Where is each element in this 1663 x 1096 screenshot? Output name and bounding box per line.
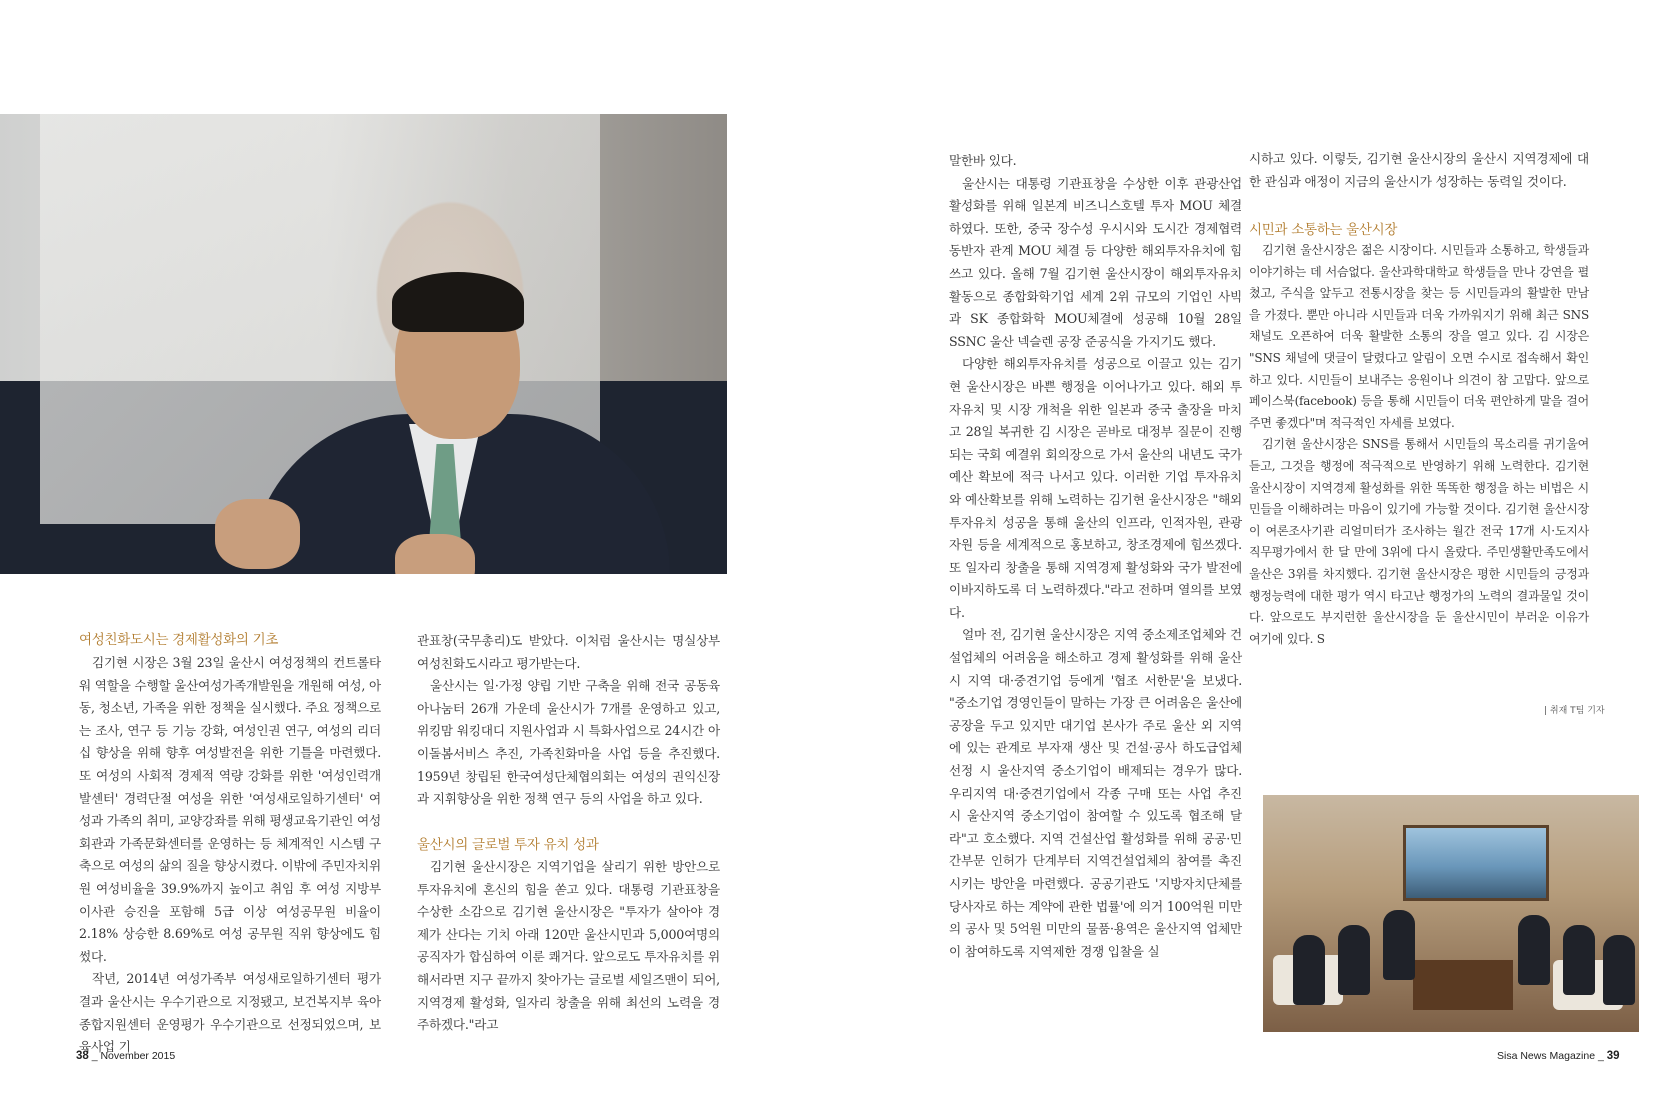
page-number: 39	[1606, 1050, 1620, 1062]
article-column-1	[79, 652, 381, 1059]
issue-date: _ November 2015	[91, 1050, 176, 1062]
person-figure	[1383, 910, 1415, 980]
article-column-2-top	[417, 630, 720, 811]
paragraph: 김기현 시장은 3월 23일 울산시 여성정책의 컨트롤타워 역할을 수행할 울산여성가족개발원을 개원해 여성, 아동, 청소년, 가족을 위한 정책을 실시했다. 주요 정책으로는 조사, 연구 등 기능 강화, 여성인권 연구, 여성의 리더십 향상을 위해 향후 여성발전을 위한 기틀을 마련했다. 또 여성의 사회적 경제적 역량 강화를 위한 '여성인력개발센터' 경력단절 여성을 위한 '여성새로일하기센터' 여성과 가족의 취미, 교양강좌를 위해 평생교육기관인 여성회관과 가족문화센터를 운영하는 등 체계적인 시스템 구축으로 여성의 삶의 질을 향상시켰다. 이밖에 주민자치위원 여성비율을 39.9%까지 높이고 취임 후 여성 지방부이사관 승진을 포함해 5급 이상 여성공무원 비율이 2.18% 상승한 8.69%로 여성 공무원 직위 향상에도 힘썼다.	[79, 655, 381, 964]
paragraph: 다양한 해외투자유치를 성공으로 이끌고 있는 김기현 울산시장은 바쁜 행정을 이어나가고 있다. 해외 투자유치 및 시장 개척을 위한 일본과 중국 출장을 마치고 28일 복귀한 김 시장은 곧바로 대정부 질문이 진행되는 국회 예결위 회의장으로 가서 울산의 내년도 국가예산 확보에 적극 나서고 있다. 이러한 기업 투자유치와 예산확보를 위해 노력하는 김기현 울산시장은 "해외투자유치 성공을 통해 울산의 인프라, 인적자원, 관광자원 등을 세계적으로 홍보하고, 창조경제에 힘쓰겠다. 또 일자리 창출을 통해 지역경제 활성화와 국가 발전에 이바지하도록 더 노력하겠다."라고 전하며 열의를 보였다.	[949, 356, 1242, 620]
paragraph: 울산시는 대통령 기관표창을 수상한 이후 관광산업 활성화를 위해 일본계 비즈니스호텔 투자 MOU 체결하였다. 또한, 중국 장수성 우시시와 도시간 경제협력 동반자 관계 MOU 체결 등 다양한 해외투자유치에 힘쓰고 있다. 올해 7월 김기현 울산시장이 해외투자유치 활동으로 종합화학기업 세계 2위 규모의 기업인 사빅과 SK 종합화학 MOU체결에 성공해 10월 28일 SSNC 울산 넥슬렌 공장 준공식을 가지기도 했다.	[949, 175, 1242, 349]
right-hand-shape	[395, 534, 475, 574]
paragraph: 작년, 2014년 여성가족부 여성새로일하기센터 평가결과 울산시는 우수기관으로 지정됐고, 보건복지부 육아종합지원센터 운영평가 우수기관으로 선정되었으며, 보육사업 기	[79, 971, 381, 1055]
hair-shape	[392, 272, 524, 332]
coffee-table	[1413, 960, 1513, 1010]
paragraph: 말한바 있다.	[949, 153, 1017, 168]
meeting-photo	[1263, 795, 1639, 1032]
page-number: 38	[76, 1050, 89, 1062]
mayor-speaking-photo	[0, 114, 727, 574]
person-figure	[1563, 925, 1595, 995]
article-column-3	[949, 150, 1242, 963]
section-heading-women-friendly: 여성친화도시는 경제활성화의 기초	[79, 632, 279, 648]
right-page	[831, 0, 1663, 1096]
paragraph: 울산시는 일·가정 양립 기반 구축을 위해 전국 공동육아나눔터 26개 가운데 울산시가 7개를 운영하고 있고, 위킹맘 워킹대디 지원사업과 시 특화사업으로 24시간 아이돌봄서비스 추진, 가족친화마을 사업 등을 추진했다. 1959년 창립된 한국여성단체협의회는 여성의 권익신장과 지휘향상을 위한 정책 연구 등의 사업을 하고 있다.	[417, 678, 720, 807]
left-hand-shape	[215, 499, 300, 569]
paragraph: 김기현 울산시장은 젊은 시장이다. 시민들과 소통하고, 학생들과 이야기하는 데 서슴없다. 울산과학대학교 학생들을 만나 강연을 펼쳤고, 주식을 앞두고 전통시장을 찾는 등 시민들과의 활발한 만남을 가졌다. 뿐만 아니라 시민들과 더욱 가까워지기 위해 최근 SNS 채널도 오픈하여 더욱 활발한 소통의 장을 열고 있다. 김 시장은 "SNS 채널에 댓글이 달렸다고 알림이 오면 수시로 접속해서 확인하고 있다. 시민들이 보내주는 응원이나 의견이 참 고맙다. 앞으로 페이스북(facebook) 등을 통해 시민들이 더욱 편안하게 말을 걸어주면 좋겠다"며 적극적인 자세를 보였다.	[1249, 243, 1589, 430]
paragraph: 시하고 있다. 이렇듯, 김기현 울산시장의 울산시 지역경제에 대한 관심과 애정이 지금의 울산시가 성장하는 동력일 것이다.	[1249, 151, 1589, 189]
article-column-4-bottom	[1249, 240, 1589, 650]
person-figure	[1603, 935, 1635, 1005]
wall-painting	[1403, 825, 1549, 901]
paragraph: 김기현 울산시장은 SNS를 통해서 시민들의 목소리를 귀기울여 듣고, 그것을 행정에 적극적으로 반영하기 위해 노력한다. 김기현 울산시장이 지역경제 활성화를 위한 똑똑한 행정을 하는 비법은 시민들을 이해하려는 마음이 있기에 가능할 것이다. 김기현 울산시장이 여론조사기관 리얼미터가 조사하는 월간 전국 17개 시·도지사 직무평가에서 한 달 만에 3위에 다시 올랐다. 주민생활만족도에서 울산은 3위를 차지했다. 김기현 울산시장은 평한 시민들의 긍정과 행정능력에 대한 평가 역시 타고난 행정가의 노력의 결과물일 것이다. 앞으로도 부지런한 울산시장을 둔 울산시민이 부러운 이유가 여기에 있다. S	[1249, 437, 1589, 646]
paragraph: 관표창(국무총리)도 받았다. 이처럼 울산시는 명실상부 여성친화도시라고 평가받는다.	[417, 633, 720, 671]
paragraph: 김기현 울산시장은 지역기업을 살리기 위한 방안으로 투자유치에 혼신의 힘을 쏟고 있다. 대통령 기관표창을 수상한 소감으로 김기현 울산시장은 "투자가 살아야 경제가 산다는 기치 아래 120만 울산시민과 5,000여명의 공직자가 합심하여 이룬 쾌거다. 앞으로도 투자유치를 위해서라면 지구 끝까지 찾아가는 글로벌 세일즈맨이 되어, 지역경제 활성화, 일자리 창출을 위해 최선의 노력을 경주하겠다."라고	[417, 859, 720, 1033]
person-figure	[1518, 915, 1550, 985]
folio-right	[1497, 1050, 1620, 1062]
person-figure	[1338, 925, 1370, 995]
article-column-2-bottom	[417, 856, 720, 1037]
magazine-name: Sisa News Magazine _	[1497, 1050, 1604, 1062]
reporter-credit: | 취재 T팀 기자	[1544, 706, 1605, 716]
folio-left	[76, 1050, 175, 1062]
section-heading-communication: 시민과 소통하는 울산시장	[1249, 222, 1398, 238]
paragraph: 얼마 전, 김기현 울산시장은 지역 중소제조업체와 건설업체의 어려움을 해소하고 경제 활성화를 위해 울산시 지역 대·중견기업 등에게 '협조 서한문'을 보냈다. "중소기업 경영인들이 말하는 가장 큰 어려움은 울산에 공장을 두고 있지만 대기업 본사가 주로 울산 외 지역에 있는 관계로 부자재 생산 및 건설·공사 하도급업체 선정 시 울산지역 중소기업이 배제되는 경우가 많다. 우리지역 대·중견기업에서 각종 구매 또는 사업 추진 시 울산지역 중소기업이 참여할 수 있도록 협조해 달라"고 호소했다. 지역 건설산업 활성화를 위해 공공·민간부문 인허가 단계부터 지역건설업체의 참여를 촉진시키는 방안을 마련했다. 공공기관도 '지방자치단체를 당사자로 하는 계약에 관한 법률'에 의거 100억원 미만의 공사 및 5억원 미만의 물품·용역은 울산지역 업체만이 참여하도록 지역제한 경쟁 입찰을 실	[949, 627, 1242, 959]
person-figure	[1293, 935, 1325, 1005]
section-heading-global-investment: 울산시의 글로벌 투자 유치 성과	[417, 837, 599, 853]
article-column-4-top	[1249, 148, 1589, 193]
left-page	[0, 0, 831, 1096]
